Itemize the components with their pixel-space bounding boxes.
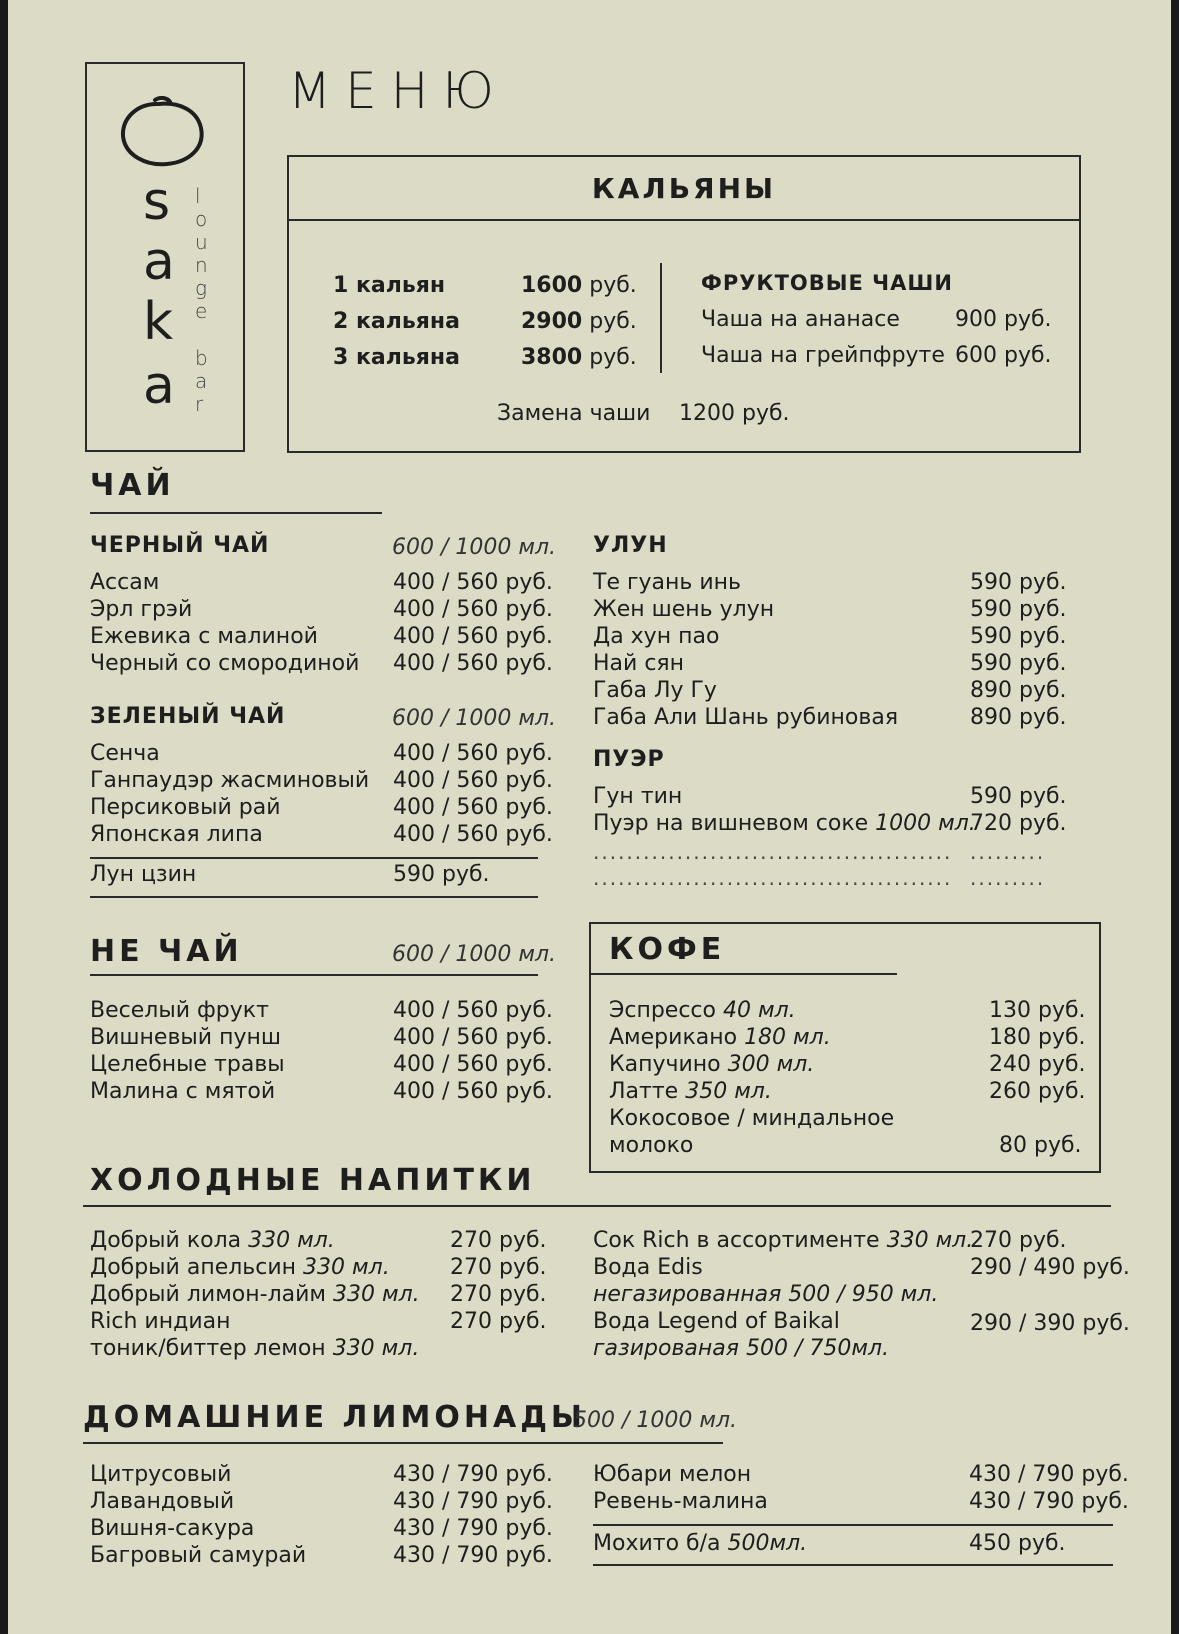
green-tea-volume: 600 / 1000 мл. <box>392 706 557 731</box>
mojito-name: Мохито б/а 500мл. <box>593 1531 808 1556</box>
tea-item-name: Сенча <box>90 741 160 766</box>
logo-sub-letter: u <box>195 230 208 254</box>
logo-letter: a <box>143 356 175 416</box>
tea-item-price: 400 / 560 руб. <box>393 822 553 847</box>
coffee-item-name: Эспрессо 40 мл. <box>609 998 796 1023</box>
tea-item-price: 590 руб. <box>970 651 1067 676</box>
not-tea-item-name: Малина с мятой <box>90 1079 276 1104</box>
cold-drink-name: Добрый лимон-лайм 330 мл. <box>90 1282 420 1307</box>
fruit-bowl-name: Чаша на ананасе <box>701 307 900 332</box>
logo-circle-icon <box>117 96 207 172</box>
coffee-item-price: 130 руб. <box>989 998 1086 1023</box>
logo-sub-letter: o <box>195 207 208 231</box>
logo <box>85 62 245 452</box>
not-tea-item-price: 400 / 560 руб. <box>393 998 553 1023</box>
tea-item-price: 590 руб. <box>970 597 1067 622</box>
lemonade-name: Вишня-сакура <box>90 1516 255 1541</box>
divider <box>90 896 538 898</box>
placeholder-dots: ......... <box>970 866 1046 890</box>
tea-item-name: Габа Али Шань рубиновая <box>593 705 899 730</box>
not-tea-volume: 600 / 1000 мл. <box>392 942 557 967</box>
cold-drink-name: Добрый апельсин 330 мл. <box>90 1255 390 1280</box>
black-tea-heading: ЧЕРНЫЙ ЧАЙ <box>90 533 270 558</box>
cold-drink-price: 290 / 390 руб. <box>970 1311 1130 1336</box>
tea-item-name: Эрл грэй <box>90 597 193 622</box>
bowl-replace-name: Замена чаши <box>497 401 651 426</box>
divider <box>591 973 897 975</box>
tea-item-price: 400 / 560 руб. <box>393 570 553 595</box>
coffee-milk-name: Кокосовое / миндальное <box>609 1106 895 1131</box>
logo-sub-letter: a <box>195 369 208 393</box>
logo-letter: s <box>143 172 171 232</box>
coffee-section <box>589 922 1101 1173</box>
divider <box>83 1205 1111 1207</box>
tea-item-name: Ежевика с малиной <box>90 624 318 649</box>
hookah-section <box>287 155 1081 453</box>
lemonade-name: Лавандовый <box>90 1489 235 1514</box>
lemonade-name: Багровый самурай <box>90 1543 307 1568</box>
coffee-item-name: Капучино 300 мл. <box>609 1052 815 1077</box>
logo-sub-letter: g <box>195 276 208 300</box>
not-tea-item-price: 400 / 560 руб. <box>393 1052 553 1077</box>
cold-drink-sub: негазированная 500 / 950 мл. <box>593 1282 939 1307</box>
cold-drink-name: Rich индиан <box>90 1309 231 1334</box>
lemonade-name: Цитрусовый <box>90 1462 232 1487</box>
not-tea-item-name: Вишневый пунш <box>90 1025 281 1050</box>
cold-drink-price: 270 руб. <box>450 1309 547 1334</box>
tea-item-price: 400 / 560 руб. <box>393 768 553 793</box>
coffee-item-name: Латте 350 мл. <box>609 1079 772 1104</box>
lemonade-price: 430 / 790 руб. <box>969 1462 1129 1487</box>
page-title: МЕНЮ <box>288 62 508 120</box>
tea-item-name: Габа Лу Гу <box>593 678 717 703</box>
divider <box>593 1524 1113 1526</box>
not-tea-item-price: 400 / 560 руб. <box>393 1079 553 1104</box>
tea-item-price: 400 / 560 руб. <box>393 741 553 766</box>
tea-item-name: Гун тин <box>593 784 683 809</box>
lemonade-price: 430 / 790 руб. <box>393 1489 553 1514</box>
coffee-item-price: 240 руб. <box>989 1052 1086 1077</box>
fruit-bowl-price: 600 руб. <box>955 343 1052 368</box>
not-tea-item-price: 400 / 560 руб. <box>393 1025 553 1050</box>
tea-item-name: Жен шень улун <box>593 597 775 622</box>
lemonade-price: 430 / 790 руб. <box>393 1462 553 1487</box>
hookah-item-name: 2 кальяна <box>333 309 460 334</box>
placeholder-dots: ......... <box>970 840 1046 864</box>
placeholder-dots: ........................................... <box>593 866 953 890</box>
fruit-bowl-price: 900 руб. <box>955 307 1052 332</box>
green-tea-heading: ЗЕЛЕНЫЙ ЧАЙ <box>90 704 286 729</box>
cold-drink-price: 270 руб. <box>450 1255 547 1280</box>
tea-item-name: Най сян <box>593 651 685 676</box>
mojito-price: 450 руб. <box>969 1531 1066 1556</box>
lemonade-heading: ДОМАШНИЕ ЛИМОНАДЫ <box>83 1400 587 1435</box>
cold-drink-price: 290 / 490 руб. <box>970 1255 1130 1280</box>
tea-item-price: 890 руб. <box>970 678 1067 703</box>
cold-drink-price: 270 руб. <box>970 1228 1067 1253</box>
coffee-heading: КОФЕ <box>609 932 726 967</box>
cold-drink-name: Сок Rich в ассортименте 330 мл. <box>593 1228 974 1253</box>
tea-item-price: 400 / 560 руб. <box>393 597 553 622</box>
divider <box>83 1442 723 1444</box>
logo-letter: k <box>143 292 174 352</box>
menu-page <box>8 0 1171 1634</box>
lemonade-price: 430 / 790 руб. <box>969 1489 1129 1514</box>
divider <box>660 263 662 373</box>
divider <box>90 974 538 976</box>
hookah-item-price: 1600 руб. <box>521 273 637 298</box>
coffee-item-price: 180 руб. <box>989 1025 1086 1050</box>
coffee-item-name: Американо 180 мл. <box>609 1025 831 1050</box>
bowl-replace-price: 1200 руб. <box>679 401 790 426</box>
tea-item-price: 400 / 560 руб. <box>393 651 553 676</box>
tea-item-name: Черный со смородиной <box>90 651 360 676</box>
not-tea-heading: НЕ ЧАЙ <box>90 934 243 969</box>
logo-sub-letter: l <box>195 184 201 208</box>
hookah-item-price: 3800 руб. <box>521 345 637 370</box>
tea-item-name: Да хун пао <box>593 624 720 649</box>
black-tea-volume: 600 / 1000 мл. <box>392 535 557 560</box>
lemonade-price: 430 / 790 руб. <box>393 1516 553 1541</box>
cold-drink-name: Вода Legend of Baikal <box>593 1309 840 1334</box>
logo-sub-letter: b <box>195 346 208 370</box>
not-tea-item-name: Целебные травы <box>90 1052 285 1077</box>
tea-item-price: 590 руб. <box>970 570 1067 595</box>
tea-item-price: 720 руб. <box>970 811 1067 836</box>
fruit-bowl-name: Чаша на грейпфруте <box>701 343 945 368</box>
fruit-bowls-heading: ФРУКТОВЫЕ ЧАШИ <box>701 271 953 295</box>
coffee-milk-price: 80 руб. <box>999 1133 1082 1158</box>
tea-item-price: 400 / 560 руб. <box>393 624 553 649</box>
cold-drink-price: 270 руб. <box>450 1282 547 1307</box>
cold-drinks-heading: ХОЛОДНЫЕ НАПИТКИ <box>90 1163 536 1198</box>
divider <box>90 512 382 514</box>
lemonade-price: 430 / 790 руб. <box>393 1543 553 1568</box>
coffee-item-price: 260 руб. <box>989 1079 1086 1104</box>
cold-drink-sub: газированая 500 / 750мл. <box>593 1336 890 1361</box>
tea-item-price: 590 руб. <box>970 784 1067 809</box>
tea-item-name: Персиковый рай <box>90 795 281 820</box>
cold-drink-price: 270 руб. <box>450 1228 547 1253</box>
coffee-milk-name: молоко <box>609 1133 694 1158</box>
logo-letter: a <box>143 232 175 292</box>
logo-sub-letter: e <box>195 299 208 323</box>
lemonade-name: Юбари мелон <box>593 1462 752 1487</box>
hookah-item-price: 2900 руб. <box>521 309 637 334</box>
puer-heading: ПУЭР <box>593 747 665 772</box>
cold-drink-name: Вода Edis <box>593 1255 703 1280</box>
tea-item-name: Японская липа <box>90 822 263 847</box>
tea-item-price: 590 руб. <box>970 624 1067 649</box>
tea-item-price: 890 руб. <box>970 705 1067 730</box>
lemonade-volume: 500 / 1000 мл. <box>573 1408 738 1433</box>
lemonade-name: Ревень-малина <box>593 1489 768 1514</box>
logo-sub-letter: r <box>195 392 204 416</box>
divider <box>90 857 538 859</box>
oolong-heading: УЛУН <box>593 533 668 558</box>
tea-item-name: Пуэр на вишневом соке 1000 мл. <box>593 811 976 836</box>
tea-item-name: Лун цзин <box>90 862 197 887</box>
tea-item-name: Те гуань инь <box>593 570 742 595</box>
hookah-item-name: 1 кальян <box>333 273 446 298</box>
not-tea-item-name: Веселый фрукт <box>90 998 269 1023</box>
hookah-heading: КАЛЬЯНЫ <box>289 157 1079 221</box>
logo-sub-letter: n <box>195 253 208 277</box>
tea-item-name: Ганпаудэр жасминовый <box>90 768 370 793</box>
tea-heading: ЧАЙ <box>90 468 175 503</box>
hookah-item-name: 3 кальяна <box>333 345 460 370</box>
cold-drink-name: тоник/биттер лемон 330 мл. <box>90 1336 420 1361</box>
tea-item-name: Ассам <box>90 570 160 595</box>
cold-drink-name: Добрый кола 330 мл. <box>90 1228 335 1253</box>
placeholder-dots: ........................................... <box>593 840 953 864</box>
tea-item-price: 400 / 560 руб. <box>393 795 553 820</box>
divider <box>593 1564 1113 1566</box>
tea-item-price: 590 руб. <box>393 862 490 887</box>
